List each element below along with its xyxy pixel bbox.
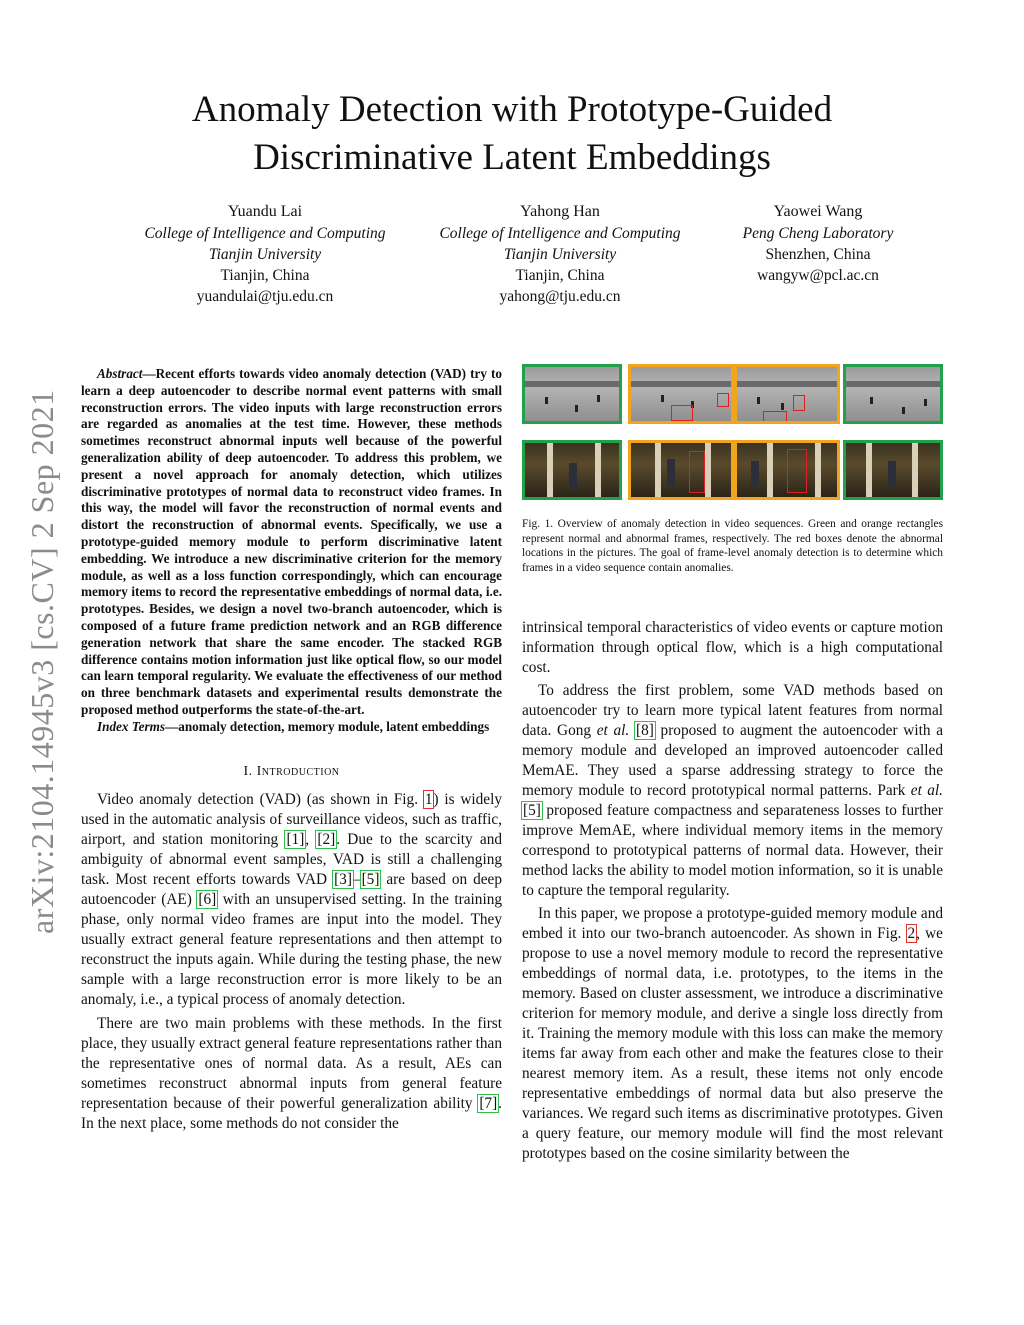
author-affiliation: College of Intelligence and Computing: [144, 225, 386, 242]
author-location: Shenzhen, China: [765, 246, 871, 263]
author-block-1: [100, 201, 430, 307]
frame-abnormal: [734, 364, 840, 424]
citation-link[interactable]: [5]: [361, 870, 380, 888]
citation-link[interactable]: [7]: [479, 1094, 498, 1112]
text-run: are based on deep autoencoder (AE): [81, 870, 502, 908]
author-name: Yuandu Lai: [227, 203, 303, 220]
anomaly-box: [763, 411, 787, 423]
right-paragraph-0: intrinsical temporal characteristics of video events or capture motion information through optical flow, which is a high computational cost.: [522, 619, 943, 676]
frame-normal: [522, 440, 622, 500]
section-number: I.: [243, 763, 253, 779]
section-title: Introduction: [256, 763, 340, 779]
text-run: , we propose to use a novel memory module to record the representative embeddings of normal data, i.e. prototypes, to the items in the memory. Based on cluster assessment, we introduce a discriminative criterion for memory module, and derive a single loss directly from it. Training the memory module with this loss can make the memory items far away from each other and make the features close to their nearest memory item. As a result, these items not only encode representative embeddings of normal data but also preserve the variances. We regard such items as discriminative prototypes. Given a query feature, our memory module will find the most relevant prototypes based on the cosine similarity between the: [522, 925, 943, 1162]
anomaly-box: [787, 449, 807, 493]
figure-caption: Fig. 1. Overview of anomaly detection in video sequences. Green and orange rectangles represent normal and abnormal frames, respectively. The red boxes denote the abnormal locations in the pictures. The goal of frame-level anomaly detection is to determine which frames in a video sequence contain anomalies.: [522, 518, 943, 574]
author-affiliation: College of Intelligence and Computing: [439, 225, 681, 242]
citation-link[interactable]: [5]: [523, 802, 541, 819]
figure-ref-link[interactable]: 2: [907, 925, 916, 942]
left-column: [81, 366, 502, 1134]
author-organization: Tianjin University: [503, 246, 617, 263]
citation-link[interactable]: [3]: [334, 870, 352, 888]
index-terms-text: —anomaly detection, memory module, latent embeddings: [165, 718, 490, 734]
text-run: with an unsupervised setting. In the training phase, only normal video frames are input into the model. They usually extract general feature representations and then attempt to reconstruct the inputs again. While during the testing phase, the new sample with a large reconstruction error is more likely to be an anomaly, i.e., a typical process of anomaly detection.: [81, 890, 502, 1008]
text-run: et al.: [910, 782, 943, 799]
right-paragraph-1: [522, 681, 943, 901]
text-run: ,: [305, 830, 317, 848]
text-run: ) is widely used in the automatic analysis of surveillance videos, such as traffic, airport, and station monitoring: [81, 790, 502, 848]
text-run: et al.: [596, 722, 630, 739]
text-run: –: [352, 870, 361, 888]
author-affiliation: Peng Cheng Laboratory: [742, 225, 894, 242]
abstract-text: —Recent efforts towards video anomaly detection (VAD) try to learn a deep autoencoder to describe normal event patterns with small reconstruction errors. The video inputs with large reconstruction errors are regarded as anomalies at the test time. However, these methods sometimes reconstruct abnormal inputs well because of the powerful generalization ability of deep autoencoder. To address this problem, we present a novel approach for anomaly detection, which utilizes discriminative prototypes of normal data to reconstruct video frames. In this way, the model will favor the reconstruction of normal events and distort the reconstruction of abnormal events. Specifically, we use a prototype-guided memory module to perform discriminative latent embedding. We introduce a new discriminative criterion for the memory module, as well as a loss function correspondingly, which can encourage memory items to record the representative embeddings of normal data, i.e. prototypes. Besides, we design a novel two-branch autoencoder, which is composed of a future frame prediction network and an RGB difference generation network that share the same encoder. The stacked RGB difference contains motion information just like optical flow, so our model can learn temporal regularity. We evaluate the effectiveness of our method on three benchmark datasets and experimental results demonstrate the proposed method outperforms the state-of-the-art.: [81, 366, 502, 717]
text-run: To address the first problem, some VAD methods based on autoencoder try to learn more typical latent features from normal data. Gong: [522, 682, 943, 739]
title-line-1: Anomaly Detection with Prototype-Guided: [191, 89, 833, 130]
text-run: Video anomaly detection (VAD) (as shown in Fig.: [97, 790, 424, 808]
frame-normal: [522, 364, 622, 424]
title-line-2: Discriminative Latent Embeddings: [253, 137, 771, 178]
abstract: [81, 366, 502, 719]
citation-link[interactable]: [8]: [635, 722, 654, 739]
frame-normal: [843, 440, 943, 500]
right-column: [522, 618, 943, 1164]
intro-paragraph-2: [81, 1014, 502, 1134]
author-block-2: [400, 201, 720, 307]
author-block-3: [718, 201, 918, 286]
author-name: Yahong Han: [520, 203, 600, 220]
anomaly-box: [689, 451, 705, 493]
text-run: In this paper, we propose a prototype-guided memory module and embed it into our two-branch autoencoder. As shown in Fig.: [522, 905, 943, 942]
author-name: Yaowei Wang: [773, 203, 863, 220]
section-heading: [81, 762, 502, 782]
frame-abnormal: [628, 364, 734, 424]
index-terms: [81, 719, 502, 736]
abstract-label: Abstract: [97, 366, 143, 381]
figure-1: [522, 364, 943, 498]
anomaly-box: [671, 405, 693, 421]
author-email: yuandulai@tju.edu.cn: [196, 288, 334, 305]
citation-link[interactable]: [1]: [286, 830, 305, 848]
anomaly-box: [717, 393, 729, 407]
author-location: Tianjin, China: [515, 267, 605, 284]
anomaly-box: [793, 395, 805, 411]
right-paragraph-2: [522, 904, 943, 1164]
citation-link[interactable]: [2]: [317, 830, 336, 848]
frame-abnormal: [734, 440, 840, 500]
intro-paragraph-1: [81, 790, 502, 1010]
frame-abnormal: [628, 440, 734, 500]
figure-ref-link[interactable]: 1: [424, 790, 433, 808]
text-run: proposed to augment the autoencoder with a memory module and developed an improved autoencoder called MemAE. They used a sparse addressing strategy to force the memory module to record prototypical normal patterns. Park: [522, 722, 943, 799]
citation-link[interactable]: [6]: [198, 890, 217, 908]
text-run: . In the next place, some methods do not consider the: [81, 1094, 502, 1132]
author-email: wangyw@pcl.ac.cn: [757, 267, 879, 284]
paper-title: [100, 86, 924, 182]
author-organization: Tianjin University: [208, 246, 322, 263]
arxiv-stamp: arXiv:2104.14945v3 [cs.CV] 2 Sep 2021: [24, 389, 60, 934]
text-run: There are two main problems with these methods. In the first place, they usually extract general feature representations rather than the representative ones of normal data. As a result, AEs can sometimes reconstruct abnormal inputs from general feature representation because of their powerful generalization ability: [81, 1014, 502, 1112]
frame-normal: [843, 364, 943, 424]
text-run: proposed feature compactness and separateness losses to further improve MemAE, where individual memory items in the memory correspond to prototypical patterns of normal data. However, their method lacks the ability to model motion information, so it is unable to capture the temporal regularity.: [522, 802, 943, 899]
text-run: . Due to the scarcity and ambiguity of abnormal event samples, VAD is still a challenging task. Most recent efforts towards VAD: [81, 830, 502, 888]
author-location: Tianjin, China: [220, 267, 310, 284]
index-terms-label: Index Terms: [97, 718, 166, 734]
author-email: yahong@tju.edu.cn: [499, 288, 621, 305]
